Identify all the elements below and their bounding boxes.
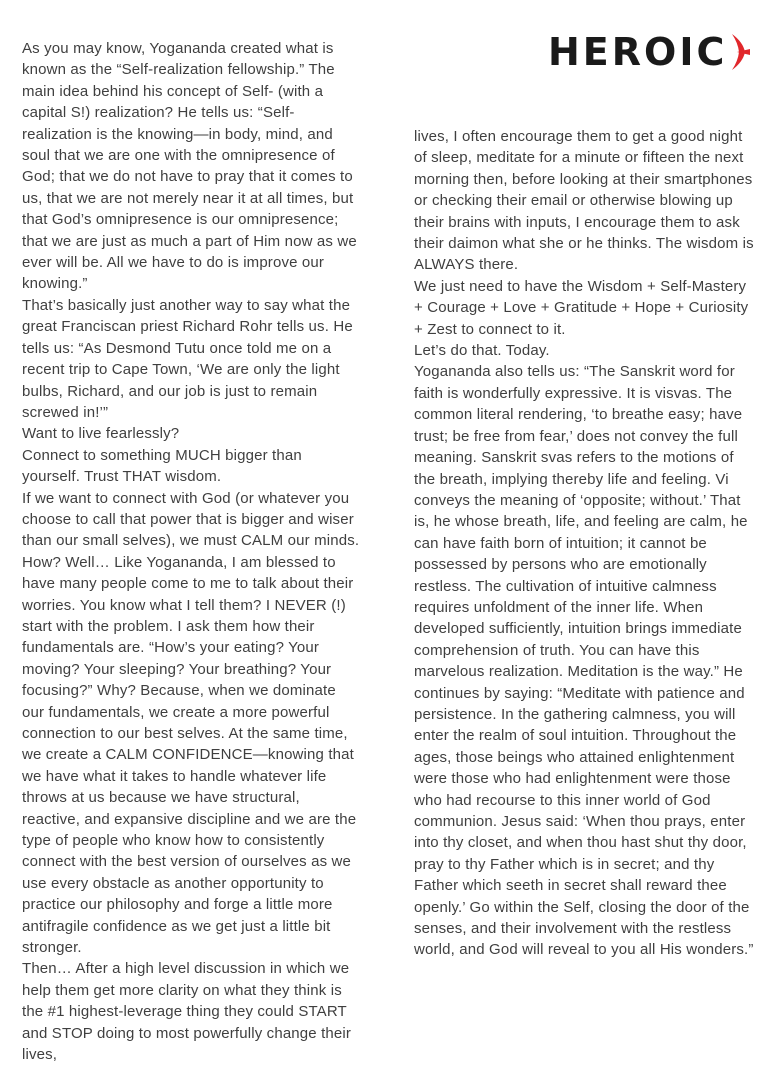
paragraph: How? Well… Like Yogananda, I am blessed to have many people come to me to talk about their worries. You know what I tell them? I NEVER (!) start with the problem. I ask them how their fundamentals are. “How’s your eating? Your moving? Your sleeping? Your breathing? Your focusing?” Why? Because, when we dominate our fundamentals, we create a more powerful connection to our best selves. At the same time, we create a CALM CONFIDENCE—knowing that we have what it takes to handle whatever life throws at us because we have structural, reactive, and expansive discipline and we are the type of people who know how to consistently connect with the best version of ourselves as we use every obstacle as another opportunity to practice our philosophy and forge a little more antifragile confidence as we get just a little bit stronger. [22,553,357,957]
paragraph: lives, I often encourage them to get a good night of sleep, meditate for a minute or fifteen the next morning then, before looking at their smartphones or checking their email or otherwise blowing up their brains with inputs, I encourage them to ask their daimon what she or he thinks. The wisdom is ALWAYS there. [414,128,754,274]
paragraph: Then… After a high level discussion in which we help them get more clarity on what they think is the #1 highest-leverage thing they could START and STOP doing to most powerfully change their lives, [22,960,352,1064]
left-column [22,38,362,1066]
logo-wordmark: HEROIC [548,30,728,74]
paragraph: We just need to have the Wisdom + Self-Mastery + Courage + Love + Gratitude + Hope + Curiosity + Zest to connect to it. [414,277,749,338]
paragraph: Connect to something MUCH bigger than yourself. Trust THAT wisdom. [22,446,302,486]
paragraph: Let’s do that. Today. [414,342,550,360]
paragraph: That’s basically just another way to say what the great Franciscan priest Richard Rohr tells us. He tells us: “As Desmond Tutu once told me on a recent trip to Cape Town, ‘We are only the light bulbs, Richard, and our job is just to remain screwed in!’” [22,296,353,421]
paragraph: As you may know, Yogananda created what is known as the “Self-realization fellowship.” The main idea behind his concept of Self- (with a capital S!) realization? He tells us: “Self-realization is the knowing—in body, mind, and soul that we are one with the omnipresence of God; that we do not have to pray that it comes to us, that we are not merely near it at all times, but that God’s omnipresence is our omnipresence; that we are just as much a part of Him now as we ever will be. All we have to do is improve our knowing.” [22,40,357,293]
heroic-logo [548,30,751,74]
paragraph: Want to live fearlessly? [22,425,180,443]
right-column [414,126,754,961]
chevron-arrow-icon [729,30,751,74]
paragraph: If we want to connect with God (or whatever you choose to call that power that is bigger and wiser than our small selves), we must CALM our minds. [22,489,360,550]
paragraph: Yogananda also tells us: “The Sanskrit word for faith is wonderfully expressive. It is visvas. The common literal rendering, ‘to breathe easy; have trust; be free from fear,’ does not convey the full meaning. Sanskrit svas refers to the motions of the breath, implying thereby life and feeling. Vi conveys the meaning of ‘opposite; without.’ That is, he whose breath, life, and feeling are calm, he can have faith born of intuition; it cannot be possessed by persons who are emotionally restless. The cultivation of intuitive calmness requires unfoldment of the inner life. When developed sufficiently, intuition brings immediate comprehension of truth. You can have this marvelous realization. Meditation is the way.” He continues by saying: “Meditate with patience and persistence. In the gathering calmness, you will enter the realm of soul intuition. Throughout the ages, those beings who attained enlightenment were those who had enlightenment were those who had recourse to this inner world of God communion. Jesus said: ‘When thou prays, enter into thy closet, and when thou hast shut thy door, pray to thy Father which is in secret; and thy Father which seeth in secret shall reward thee openly.’ Go within the Self, closing the door of the senses, and their involvement with the restless world, and God will reveal to you all His wonders.” [414,363,754,959]
